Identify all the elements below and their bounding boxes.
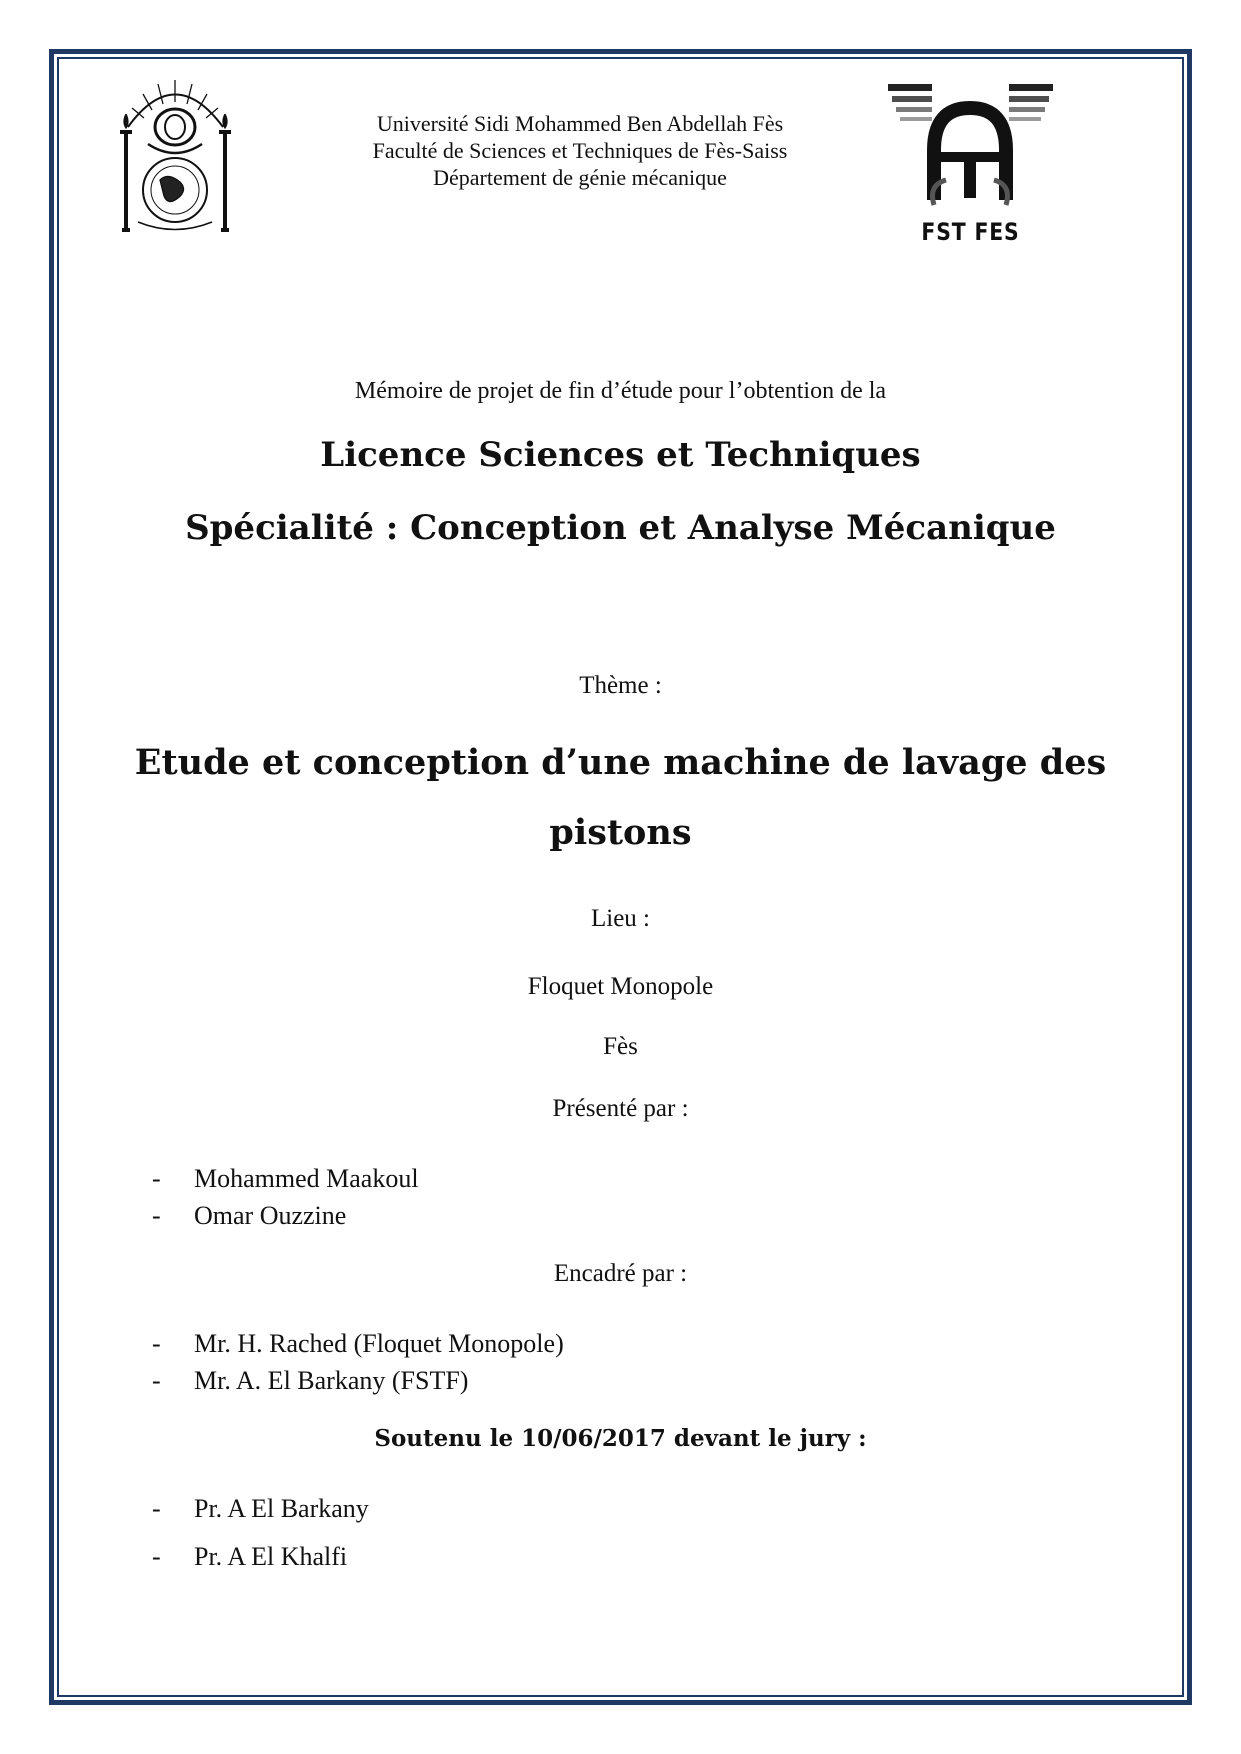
list-item: - Pr. A El Khalfi: [152, 1542, 348, 1571]
list-item: - Mohammed Maakoul: [152, 1164, 419, 1193]
defense-statement: Soutenu le 10/06/2017 devant le jury :: [374, 1425, 867, 1452]
intro-text: Mémoire de projet de fin d’étude pour l’obtention de la: [354, 378, 887, 404]
list-item: - Mr. A. El Barkany (FSTF): [152, 1366, 469, 1395]
list-item: - Omar Ouzzine: [152, 1201, 347, 1230]
presented-label: Présenté par :: [552, 1095, 689, 1122]
department-name: Département de génie mécanique: [433, 165, 727, 190]
project-title-line-2: pistons: [549, 812, 692, 853]
list-item: - Mr. H. Rached (Floquet Monopole): [152, 1329, 564, 1358]
list-item: - Pr. A El Barkany: [152, 1494, 369, 1523]
institution-header: [300, 110, 860, 191]
fst-fes-logo-text: FST FES: [921, 218, 1020, 246]
place-company: Floquet Monopole: [527, 973, 714, 1000]
fst-fes-logo: [888, 80, 1053, 250]
place-city: Fès: [603, 1033, 638, 1060]
fst-fes-emblem-icon: [888, 80, 1053, 215]
university-name: Université Sidi Mohammed Ben Abdellah Fès: [376, 111, 784, 136]
supervised-label: Encadré par :: [553, 1260, 688, 1287]
faculty-name: Faculté de Sciences et Techniques de Fès-Saiss: [372, 138, 788, 163]
degree-title: Licence Sciences et Techniques: [320, 435, 921, 475]
theme-label: Thème :: [579, 672, 662, 699]
project-title-line-1: Etude et conception d’une machine de lavage des: [134, 742, 1107, 783]
place-label: Lieu :: [590, 905, 650, 932]
specialty-title: Spécialité : Conception et Analyse Mécanique: [185, 508, 1056, 548]
university-emblem-logo: [108, 72, 243, 237]
